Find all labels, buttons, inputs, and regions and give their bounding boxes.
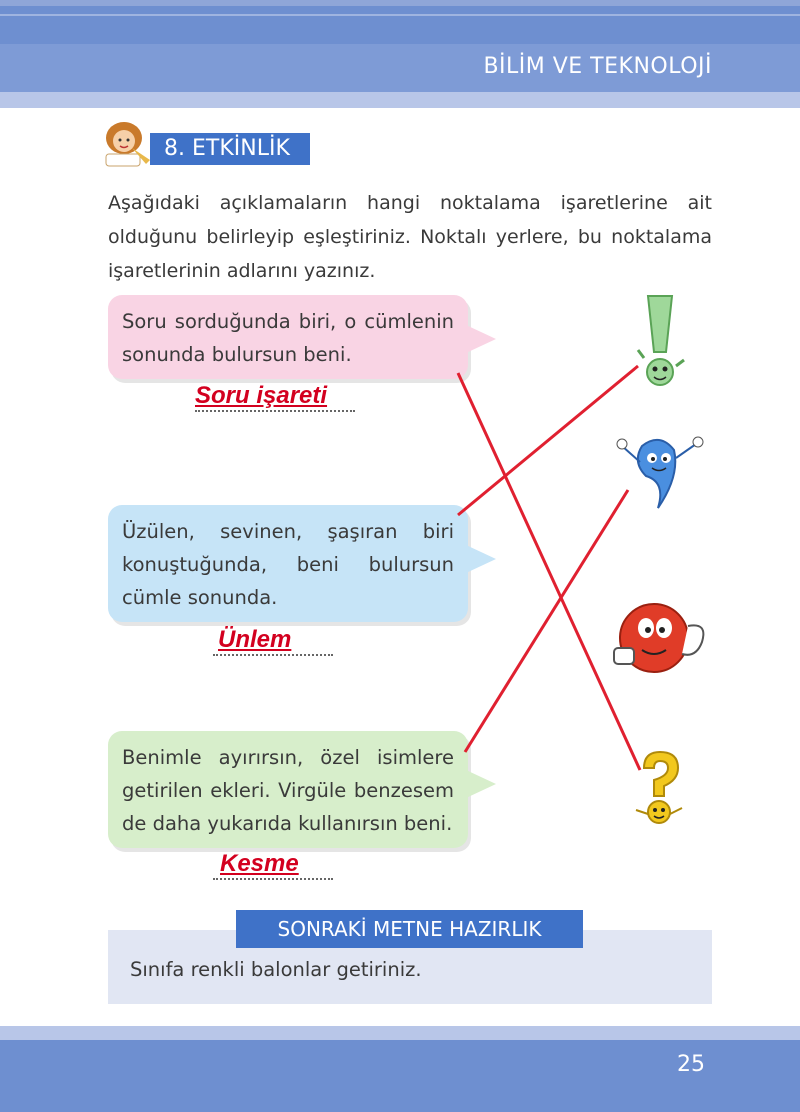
next-section-title: SONRAKİ METNE HAZIRLIK <box>236 910 583 948</box>
speech-bubble-question: Soru sorduğunda biri, o cümlenin sonunda bulursun beni. <box>108 295 468 379</box>
section-title: BİLİM VE TEKNOLOJİ <box>483 54 712 79</box>
bubble-tail <box>466 545 496 573</box>
next-section-text: Sınıfa renkli balonlar getiriniz. <box>130 958 422 981</box>
dotted-line <box>195 410 355 412</box>
bubble-tail <box>466 325 496 353</box>
bubble-tail <box>466 770 496 798</box>
activity-title: 8. ETKİNLİK <box>150 133 310 165</box>
dotted-line <box>213 654 333 656</box>
dotted-line <box>213 878 333 880</box>
apostrophe-icon <box>612 432 708 514</box>
instruction-text: Aşağıdaki açıklamaların hangi noktalama işaretlerine ait olduğunu belirleyip eşleştiriniz. Noktalı yerlere, bu noktalama işaretlerinin adlarını yazınız. <box>108 192 712 282</box>
answer-field-2[interactable]: Ünlem <box>218 626 292 653</box>
match-line-exclamation <box>458 366 638 515</box>
answer-field-1[interactable]: Soru işareti <box>195 382 328 409</box>
page-number: 25 <box>677 1052 705 1077</box>
answer-field-3[interactable]: Kesme <box>220 850 299 877</box>
full-stop-icon <box>608 596 712 680</box>
speech-bubble-exclamation: Üzülen, sevinen, şaşıran biri konuştuğunda, beni bulursun cümle sonunda. <box>108 505 468 622</box>
reading-girl-icon <box>98 116 158 172</box>
speech-bubble-apostrophe: Benimle ayırırsın, özel isimlere getirilen ekleri. Virgüle benzesem de daha yukarıda kullanırsın beni. <box>108 731 468 848</box>
exclamation-mark-icon <box>630 292 690 392</box>
match-line-apostrophe <box>465 490 628 752</box>
question-mark-icon <box>630 748 690 828</box>
